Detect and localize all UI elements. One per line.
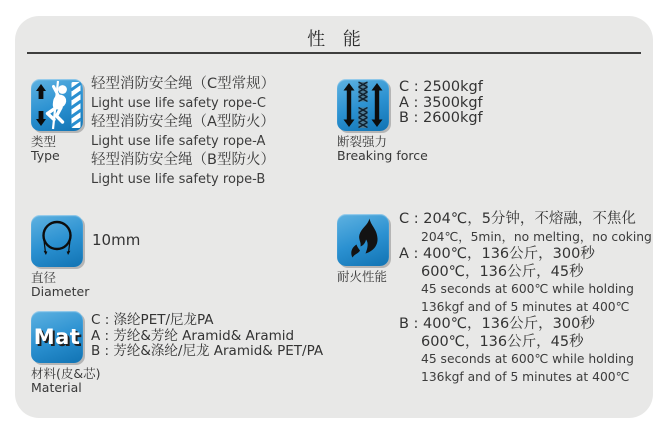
spec-line: 600℃，136公斤，45秒 [421, 263, 584, 280]
type-values [91, 75, 275, 189]
climber-rope-icon [31, 79, 83, 131]
spec-line: B : 400℃，136公斤，300秒 [399, 316, 595, 332]
spec-line: 136kgf and of 5 minutes at 400℃ [421, 369, 630, 384]
diameter-label-cn: 直径 [31, 270, 57, 285]
breaking-force-label-en: Breaking force [337, 148, 428, 163]
diameter-icon [31, 215, 83, 267]
spec-line: C : 2500kgf [399, 79, 483, 95]
flame-icon-tile [337, 214, 389, 266]
spec-line: Light use life safety rope-A [91, 134, 266, 149]
spec-line: 600℃，136公斤，45秒 [421, 333, 584, 350]
diameter-value: 10mm [92, 231, 141, 249]
climber-icon [31, 79, 83, 131]
fire-resistance-label-cn: 耐火性能 [337, 269, 388, 284]
diameter-value-group [92, 231, 140, 249]
spec-line: Light use life safety rope-C [91, 96, 266, 111]
spec-line: B : 2600kgf [399, 110, 483, 126]
material-values [91, 313, 323, 360]
spec-line: C : 涤纶PET/尼龙PA [91, 312, 214, 328]
spec-line: C : 204℃，5分钟，不熔融，不焦化 [399, 211, 636, 227]
spec-line: Light use life safety rope-B [91, 172, 266, 187]
tension-arrows-icon [337, 79, 389, 131]
spec-line: 136kgf and of 5 minutes at 400℃ [421, 299, 630, 314]
diameter-icon-group [31, 215, 111, 299]
spec-line: 轻型消防安全绳（B型防火） [91, 152, 275, 168]
fire-resistance-values [399, 211, 652, 386]
rope-break-tension-arrows-icon [337, 79, 389, 131]
spec-line: 轻型消防安全绳（A型防火） [91, 114, 275, 130]
diameter-label-en: Diameter [31, 284, 90, 299]
breaking-force-values [399, 80, 483, 127]
title-divider [27, 52, 641, 54]
mat-icon-label: Mat [33, 325, 81, 349]
spec-line: 轻型消防安全绳（C型常规） [91, 76, 276, 92]
flame-icon [337, 214, 389, 266]
spec-line: A : 芳纶&芳纶 Aramid& Aramid [91, 327, 295, 344]
spec-line: A : 3500kgf [399, 94, 483, 111]
type-label-cn: 类型 [31, 134, 57, 149]
spec-line: A : 400℃，136公斤，300秒 [399, 246, 595, 262]
material-label-en: Material [31, 380, 82, 395]
type-label-en: Type [31, 148, 60, 163]
breaking-force-label-cn: 断裂强力 [337, 134, 388, 149]
spec-line: 45 seconds at 600℃ while holding [421, 282, 634, 296]
circle-diameter-icon [31, 215, 83, 267]
spec-line: 45 seconds at 600℃ while holding [421, 352, 634, 366]
spec-line: 204℃，5min，no melting，no coking [421, 229, 652, 244]
spec-line: B : 芳纶&涤纶/尼龙 Aramid& PET/PA [91, 343, 324, 359]
material-label-cn: 材料(皮&芯) [31, 366, 101, 381]
panel-title: 性 能 [307, 29, 367, 50]
mat-text-icon [31, 311, 83, 363]
